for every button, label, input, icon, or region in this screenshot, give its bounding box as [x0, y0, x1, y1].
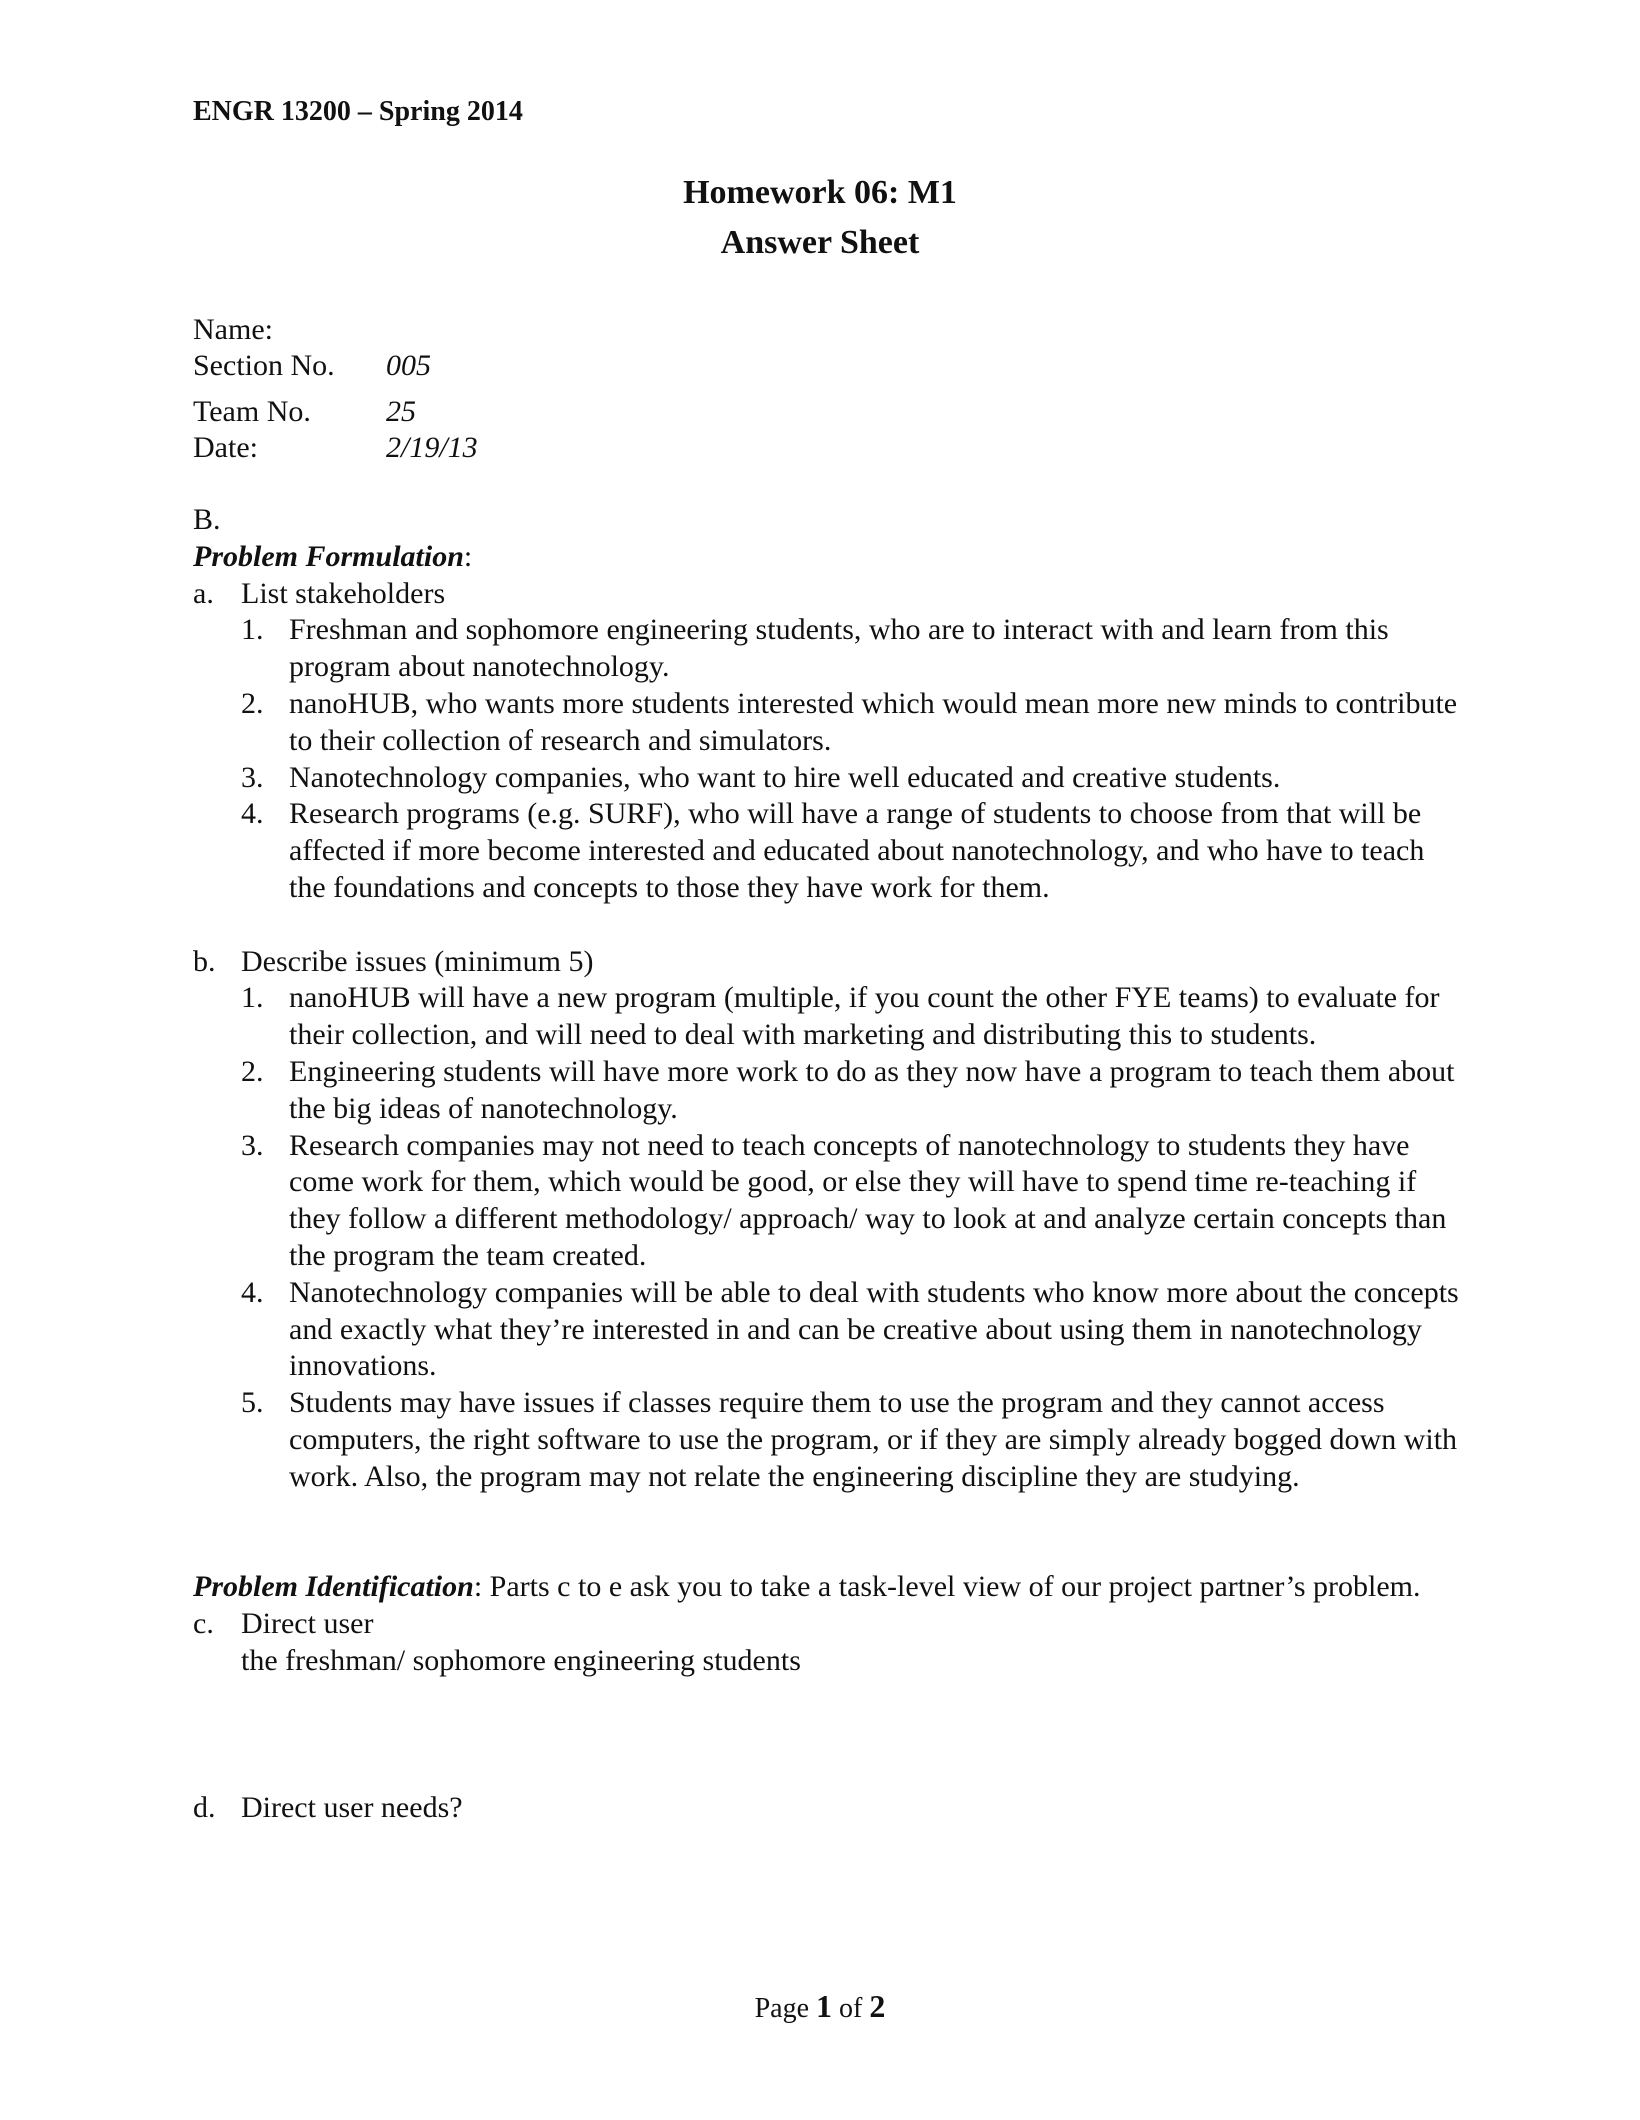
question-c-answer: the freshman/ sophomore engineering students: [241, 1643, 801, 1677]
problem-formulation-title: Problem Formulation: [193, 539, 464, 573]
problem-formulation-colon: :: [463, 539, 473, 573]
list-item: 2. Engineering students will have more work to do as they now have a program to teach them about the big ideas of nanotechnology.: [241, 1054, 1455, 1125]
list-item: 5. Students may have issues if classes require them to use the program and they cannot access computers, the right software to use the program, or if they are simply already bogged down with work. Also, the program may not relate the engineering discipline they are studying.: [241, 1386, 1458, 1493]
name-row: [193, 312, 478, 348]
question-b: [193, 944, 1463, 981]
list-item: 1. Freshman and sophomore engineering students, who are to interact with and learn from this program about nanotechnology.: [241, 613, 1389, 684]
stakeholder-list: [193, 612, 1463, 906]
section-label: Section No.: [193, 349, 335, 382]
team-label: Team No.: [193, 395, 311, 428]
question-b-marker: b.: [193, 944, 216, 978]
section-row: [193, 348, 478, 384]
problem-identification-paragraph: [193, 1569, 1463, 1606]
page-number: 1: [816, 1988, 833, 2024]
page-footer: [0, 1988, 1640, 2025]
list-item: 3. Nanotechnology companies, who want to hire well educated and creative students.: [241, 760, 1281, 794]
answer-content: [193, 502, 1463, 1827]
question-d-marker: d.: [193, 1790, 216, 1824]
date-label: Date:: [193, 431, 258, 464]
title-line-2: Answer Sheet: [720, 224, 920, 261]
question-c-label: Direct user: [241, 1606, 374, 1640]
question-b-label: Describe issues (minimum 5): [241, 944, 594, 978]
page-total: 2: [869, 1988, 886, 2024]
date-row: [193, 430, 478, 466]
date-value: 2/19/13: [386, 431, 478, 464]
problem-identification-title: Problem Identification: [193, 1570, 474, 1604]
list-item: 4. Research programs (e.g. SURF), who will have a range of students to choose from that will be affected if more become interested and educated about nanotechnology, and who have to teach the foundations and concepts to those they have work for them.: [241, 797, 1425, 904]
problem-formulation-heading: [193, 539, 1463, 576]
team-value: 25: [386, 395, 416, 428]
list-item: 4. Nanotechnology companies will be able to deal with students who know more about the concepts and exactly what they’re interested in and can be creative about using them in nanotechnology innovations.: [241, 1275, 1459, 1383]
document-title: [0, 168, 1640, 268]
name-label: Name:: [193, 313, 273, 346]
question-a: [193, 576, 1463, 613]
list-item: 3. Research companies may not need to teach concepts of nanotechnology to students they have come work for them, which would be good, or else they will have to spend time re-teaching if they follow a different methodology/ approach/ way to look at and analyze certain concepts than the program the team created.: [241, 1128, 1447, 1272]
question-a-label: List stakeholders: [241, 576, 446, 610]
title-line-1: Homework 06: M1: [683, 174, 957, 211]
list-item: 2. nanoHUB, who wants more students interested which would mean more new minds to contribute to their collection of research and simulators.: [241, 686, 1458, 757]
team-row: [193, 394, 478, 430]
problem-identification-intro: : Parts c to e ask you to take a task-level view of our project partner’s problem.: [473, 1570, 1421, 1604]
section-value: 005: [386, 349, 431, 382]
question-d: [193, 1790, 1463, 1827]
question-c: [193, 1606, 1463, 1643]
list-item: 1. nanoHUB will have a new program (multiple, if you count the other FYE teams) to evaluate for their collection, and will need to deal with marketing and distributing this to students.: [241, 981, 1440, 1052]
student-info: [193, 312, 478, 466]
question-c-marker: c.: [193, 1606, 214, 1640]
question-d-label: Direct user needs?: [241, 1790, 463, 1824]
issues-list: [193, 980, 1463, 1495]
section-b-heading: B.: [193, 503, 221, 536]
of-word: of: [839, 1993, 863, 2024]
course-header: ENGR 13200 – Spring 2014: [193, 96, 523, 127]
page-word: Page: [754, 1993, 810, 2024]
question-a-marker: a.: [193, 576, 214, 610]
